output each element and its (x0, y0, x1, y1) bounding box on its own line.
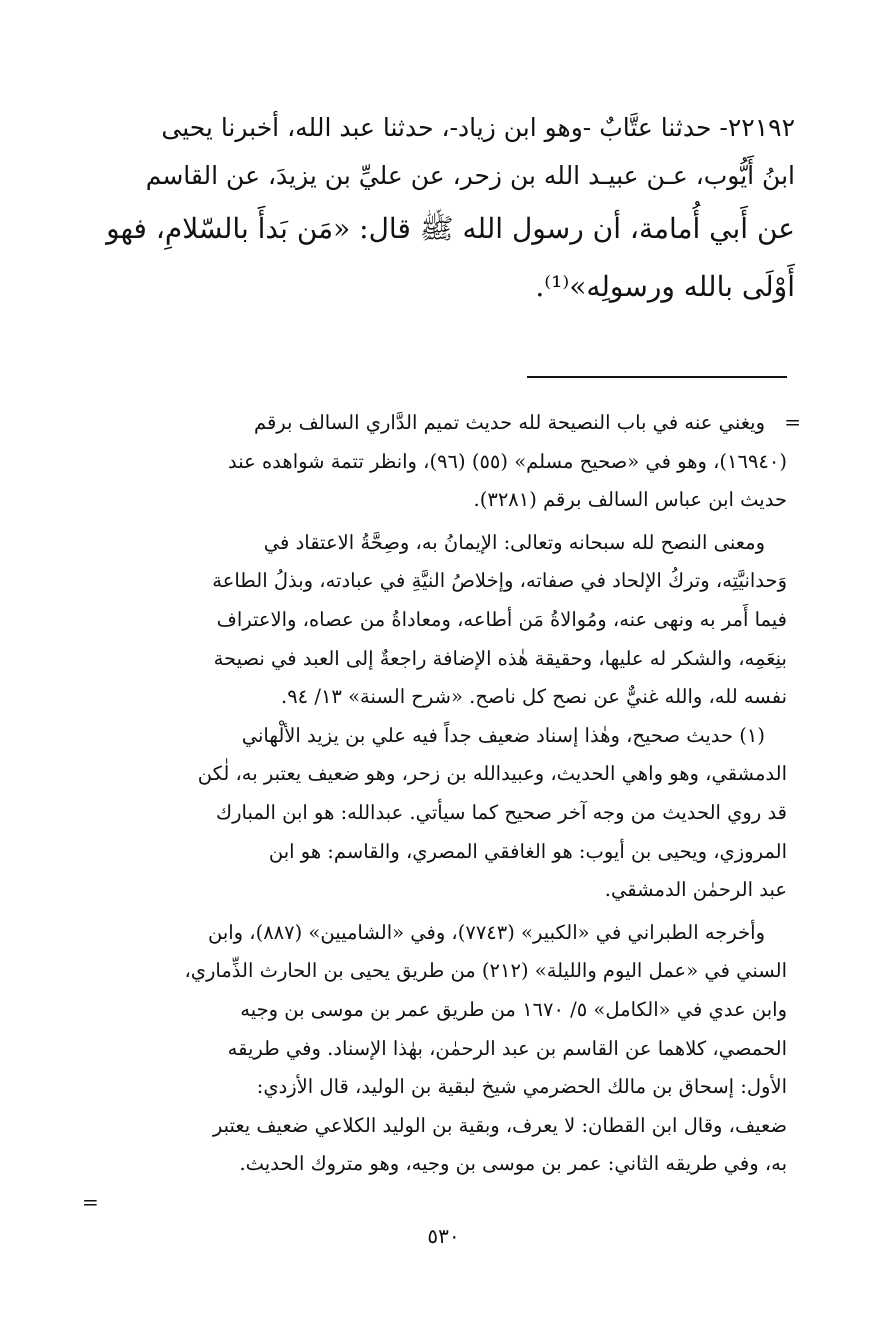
footnote-line: ويغني عنه في باب النصيحة لله حديث تميم الدَّاري السالف برقم (253, 411, 765, 434)
footnote-line: الدمشقي، وهو واهي الحديث، وعبيدالله بن زحر، وهو ضعيف يعتبر به، لٰكن (197, 762, 787, 786)
footnote-line: (١٦٩٤٠)، وهو في «صحيح مسلم» (٥٥) (٩٦)، وانظر تتمة شواهده عند (228, 449, 787, 473)
hadith-line: أَوْلَى بالله ورسولِه»⁽¹⁾. (535, 270, 795, 303)
hadith-text (90, 104, 795, 316)
footnote-line: ومعنى النصح لله سبحانه وتعالى: الإيمانُ به، وصِحَّةُ الاعتقاد في (263, 530, 765, 554)
page-number: ٥٣٠ (427, 1224, 460, 1248)
footnote-line: وَحدانيَّتِه، وتركُ الإلحاد في صفاته، وإخلاصُ النيَّةِ في عبادته، وبذلُ الطاعة (212, 569, 787, 593)
hadith-line: ابنُ أَيُّوب، عـن عبيـد الله بن زحر، عن عليِّ بن يزيدَ، عن القاسم (145, 161, 795, 190)
footnote-line: عبد الرحمٰن الدمشقي. (604, 878, 787, 902)
continuation-mark-top: = (784, 410, 801, 434)
footnote-line: المروزي، ويحيى بن أيوب: هو الغافقي المصري، والقاسم: هو ابن (268, 839, 787, 863)
footnote-line: (١) حديث صحيح، وهٰذا إسناد ضعيف جداً فيه علي بن يزيد الألْهاني (241, 723, 765, 747)
footnote-line: نفسه لله، والله غنيٌّ عن نصح كل ناصح. «شرح السنة» ١٣/ ٩٤. (281, 685, 787, 709)
footnote-line: وأخرجه الطبراني في «الكبير» (٧٧٤٣)، وفي «الشاميين» (٨٨٧)، وابن (207, 920, 765, 944)
footnote-line: وابن عدي في «الكامل» ٥/ ١٦٧٠ من طريق عمر بن موسى بن وجيه (240, 997, 787, 1021)
footnote-line: حديث ابن عباس السالف برقم (٣٢٨١). (473, 488, 787, 512)
footnote-line: به، وفي طريقه الثاني: عمر بن موسى بن وجيه، وهو متروك الحديث. (239, 1152, 787, 1176)
footnotes (82, 404, 787, 1184)
footnote-line: الحمصي، كلاهما عن القاسم بن عبد الرحمٰن، بهٰذا الإسناد. وفي طريقه (227, 1036, 787, 1060)
hadith-line: عن أَبي أُمامة، أن رسول الله ﷺ قال: «مَن بَدأَ بالسّلامِ، فهو (106, 212, 795, 245)
footnote-line: فيما أَمر به ونهى عنه، ومُوالاةُ مَن أطاعه، ومعاداةُ من عصاه، والاعتراف (216, 607, 787, 631)
footnote-line: الأول: إسحاق بن مالك الحضرمي شيخ لبقية بن الوليد، قال الأزدي: (256, 1075, 787, 1099)
continuation-mark-bottom: = (82, 1190, 99, 1214)
hadith-line: ٢٢١٩٢- حدثنا عتَّابٌ -وهو ابن زياد-، حدثنا عبد الله، أخبرنا يحيى (161, 113, 795, 142)
footnote-separator (527, 376, 787, 378)
footnote-line: قد روي الحديث من وجه آخر صحيح كما سيأتي. عبدالله: هو ابن المبارك (216, 800, 787, 824)
footnote-line: ضعيف، وقال ابن القطان: لا يعرف، وبقية بن الوليد الكلاعي ضعيف يعتبر (212, 1113, 787, 1137)
footnote-line: بنِعَمِه، والشكر له عليها، وحقيقة هٰذه الإضافة راجعةٌ إلى العبد في نصيحة (213, 646, 787, 670)
footnote-line: السني في «عمل اليوم والليلة» (٢١٢) من طريق يحيى بن الحارث الذِّماري، (184, 959, 787, 983)
